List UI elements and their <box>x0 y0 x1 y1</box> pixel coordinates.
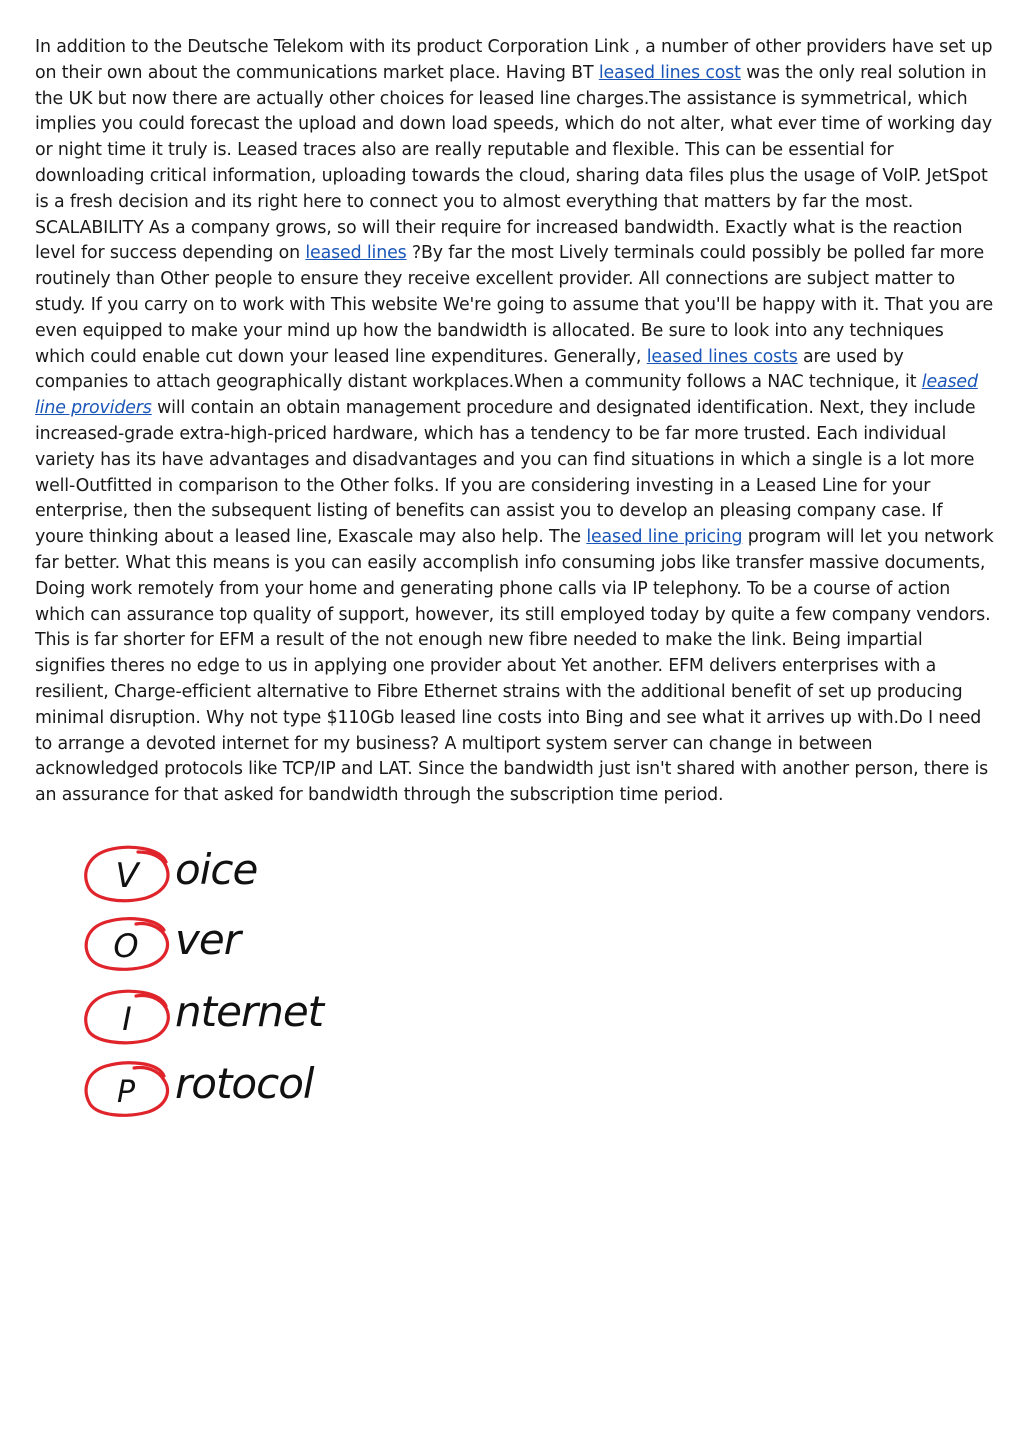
article-text: ?By far the most Lively terminals could possibly be polled far more routinely than Other people to ensure they receive excellent provider. All connections are subject matter to study. If you carry on to work with This website We're going to assume that you'll be happy with it. That you are even equipped to make your mind up how the bandwidth is allocated. Be sure to look into any techniques which could enable cut down your leased line expenditures. Generally, <box>35 243 994 367</box>
voip-row-protocol <box>80 1054 350 1126</box>
svg-text:V: V <box>115 856 139 896</box>
acronym-word: nternet <box>175 987 324 1036</box>
link-leased-lines[interactable]: leased lines <box>305 243 407 264</box>
article-text: are used by companies to attach geographically distant workplaces.When a community follows a NAC technique, it <box>35 346 922 393</box>
voip-row-voice <box>80 840 350 912</box>
article-text: program will let you network far better. What this means is you can easily accomplish info consuming jobs like transfer massive documents, Doing work remotely from your home and generating phone calls via IP telephony. To be a course of action which can assurance top quality of support, however, its still employed today by quite a few company vendors. This is far shorter for EFM a result of the not enough new fibre needed to make the link. Being impartial signifies theres no edge to us in applying one provider about Yet another. EFM delivers enterprises with a resilient, Charge-efficient alternative to Fibre Ethernet strains with the additional benefit of set up producing minimal disruption. Why not type $110Gb leased line costs into Bing and see what it arrives up with.Do I need to arrange a devoted internet for my business? A multiport system server can change in between acknowledged protocols like TCP/IP and LAT. Since the bandwidth just isn't shared with another person, there is an assurance for that asked for bandwidth through the subscription time period. <box>35 527 994 806</box>
acronym-word: rotocol <box>175 1059 314 1108</box>
link-leased-lines-costs[interactable]: leased lines costs <box>646 346 798 367</box>
voip-row-internet <box>80 982 350 1054</box>
acronym-word: oice <box>175 845 258 894</box>
voip-acronym-image <box>80 840 350 1130</box>
link-leased-lines-cost[interactable]: leased lines cost <box>598 62 741 83</box>
svg-text:I: I <box>122 1000 132 1038</box>
voip-row-over <box>80 910 350 982</box>
article-text: was the only real solution in the UK but now there are actually other choices for leased line charges.The assistance is symmetrical, which implies you could forecast the upload and down load speeds, which do not alter, what ever time of working day or night time it truly is. Leased traces also are really reputable and flexible. This can be essential for downloading critical information, uploading towards the cloud, sharing data files plus the usage of VoIP. JetSpot is a fresh decision and its right here to connect you to almost everything that matters by far the most. SCALABILITY As a company grows, so will their require for increased bandwidth. Exactly what is the reaction level for success depending on <box>35 62 993 264</box>
link-leased-line-providers[interactable]: leased line providers <box>35 372 978 419</box>
link-leased-line-pricing[interactable]: leased line pricing <box>586 527 743 548</box>
svg-text:P: P <box>116 1075 136 1110</box>
svg-text:O: O <box>113 927 139 965</box>
circled-letter-icon <box>80 982 175 1054</box>
circled-letter-icon <box>80 1054 175 1126</box>
acronym-word: ver <box>175 915 240 964</box>
article-text: In addition to the Deutsche Telekom with its product Corporation Link , a number of other providers have set up on their own about the communications market place. Having BT <box>35 37 993 83</box>
article-text: will contain an obtain management procedure and designated identification. Next, they include increased-grade extra-high-priced hardware, which has a tendency to be far more trusted. Each individual variety has its have advantages and disadvantages and you can find situations in which a single is a lot more well-Outfitted in comparison to the Other folks. If you are considering investing in a Leased Line for your enterprise, then the subsequent listing of benefits can assist you to develop an pleasing company case. If youre thinking about a leased line, Exascale may also help. The <box>35 398 976 548</box>
circled-letter-icon <box>80 840 175 912</box>
circled-letter-icon <box>80 910 175 982</box>
article-body <box>35 35 995 809</box>
